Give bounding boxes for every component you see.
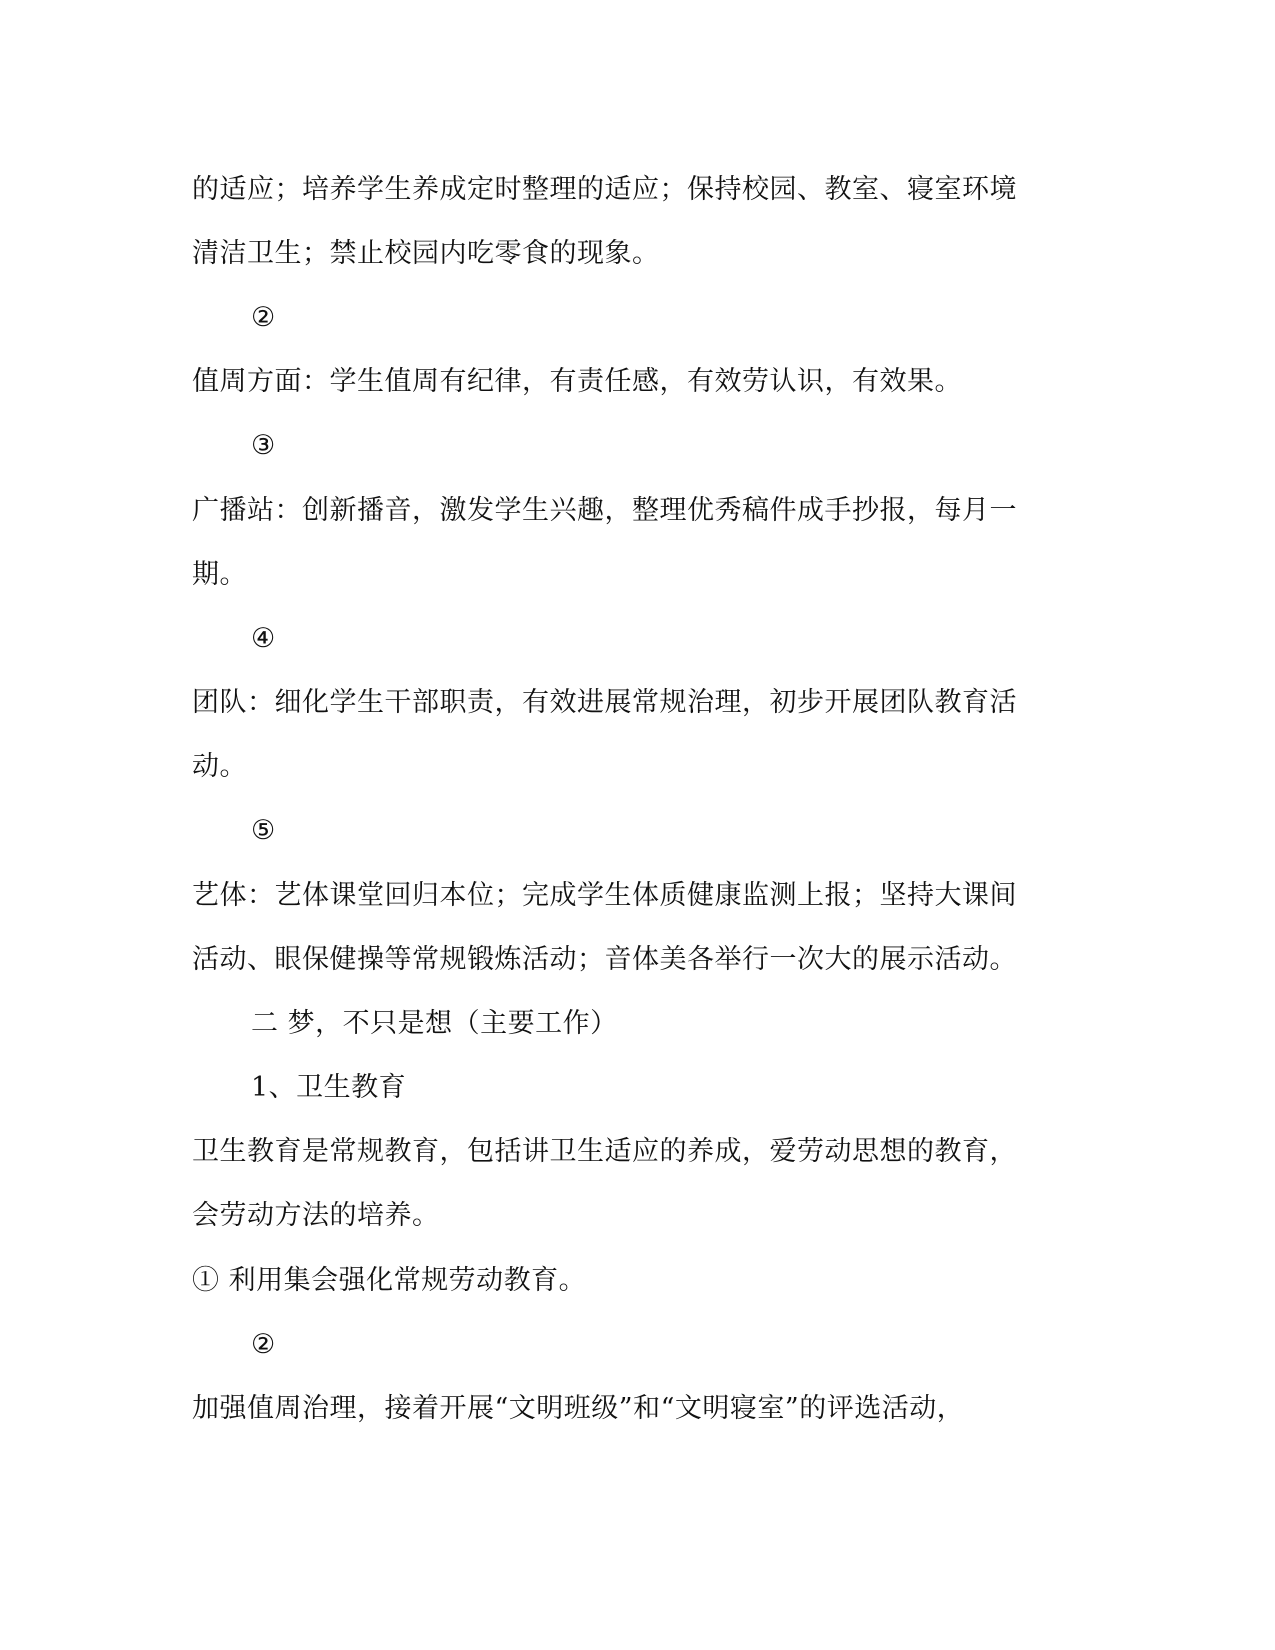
subsection-heading: 1、卫生教育 xyxy=(251,1072,407,1103)
paragraph-line: 加强值周治理，接着开展“文明班级”和“文明寝室”的评选活动， xyxy=(192,1393,965,1424)
list-item: ① 利用集会强化常规劳动教育。 xyxy=(192,1265,587,1296)
list-marker: ③ xyxy=(251,430,276,461)
paragraph-line: 卫生教育是常规教育，包括讲卫生适应的养成，爱劳动思想的教育， xyxy=(192,1136,1017,1167)
list-marker: ④ xyxy=(251,623,276,654)
list-marker: ⑤ xyxy=(251,815,276,846)
section-heading: 二 梦，不只是想（主要工作） xyxy=(251,1008,618,1039)
list-marker: ② xyxy=(251,1329,276,1360)
paragraph-line: 会劳动方法的培养。 xyxy=(192,1200,440,1231)
paragraph-line: 广播站：创新播音，激发学生兴趣，整理优秀稿件成手抄报，每月一 xyxy=(192,495,1017,526)
paragraph-line: 活动、眼保健操等常规锻炼活动；音体美各举行一次大的展示活动。 xyxy=(192,944,1017,975)
paragraph-line: 团队：细化学生干部职责，有效进展常规治理，初步开展团队教育活 xyxy=(192,687,1017,718)
list-marker: ② xyxy=(251,302,276,333)
paragraph-line: 期。 xyxy=(192,559,247,590)
paragraph-line: 动。 xyxy=(192,751,247,782)
paragraph-line: 的适应；培养学生养成定时整理的适应；保持校园、教室、寝室环境 xyxy=(192,174,1017,205)
paragraph-line: 值周方面：学生值周有纪律，有责任感，有效劳认识，有效果。 xyxy=(192,366,962,397)
paragraph-line: 清洁卫生；禁止校园内吃零食的现象。 xyxy=(192,238,660,269)
paragraph-line: 艺体：艺体课堂回归本位；完成学生体质健康监测上报；坚持大课间 xyxy=(192,880,1017,911)
